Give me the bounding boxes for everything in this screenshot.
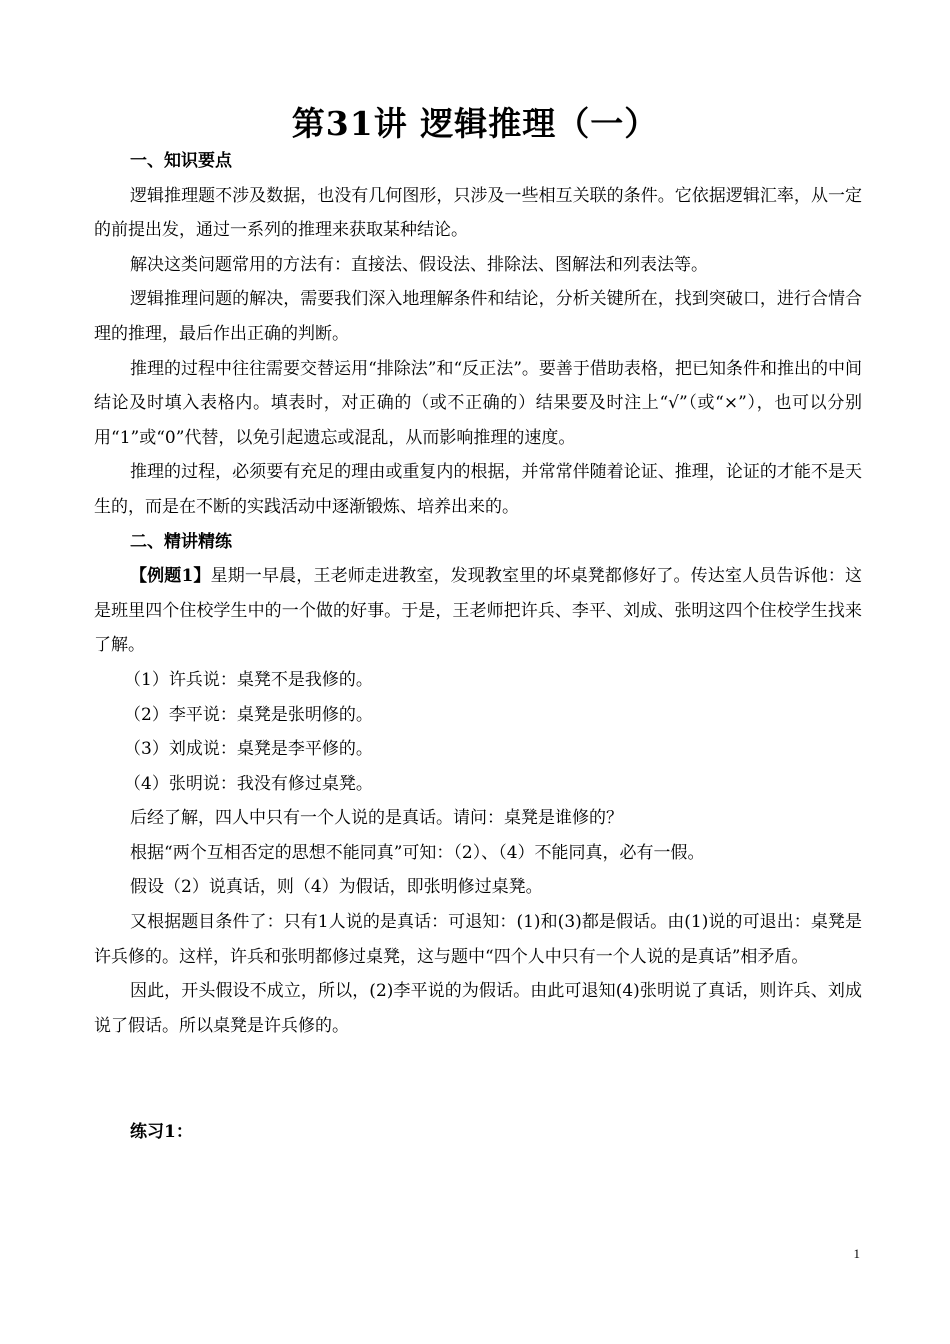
example-paragraph	[94, 559, 862, 663]
statement-item: （1）许兵说：桌凳不是我修的。	[124, 669, 373, 690]
page-number: 1	[853, 1246, 860, 1261]
example-label: 【例题1】	[130, 566, 211, 587]
statement-item: （3）刘成说：桌凳是李平修的。	[124, 739, 373, 760]
solution-paragraph: 根据“两个互相否定的思想不能同真”可知：（2）、（4）不能同真，必有一假。	[130, 842, 705, 863]
example-text: 星期一早晨，王老师走进教室，发现教室里的坏桌凳都修好了。传达室人员告诉他：这是班里四个住校学生中的一个做的好事。于是，王老师把许兵、李平、刘成、张明这四个住校学生找来了解。	[94, 566, 862, 656]
statement-item: （4）张明说：我没有修过桌凳。	[124, 773, 373, 794]
paragraph: 逻辑推理问题的解决，需要我们深入地理解条件和结论，分析关键所在，找到突破口，进行合情合理的推理，最后作出正确的判断。	[94, 289, 862, 344]
section-heading-lecture: 二、精讲精练	[130, 531, 232, 552]
paragraph: 推理的过程中往往需要交替运用“排除法”和“反正法”。要善于借助表格，把已知条件和推出的中间结论及时填入表格内。填表时，对正确的（或不正确的）结果要及时注上“√”（或“×”），也可以分别用“1”或“0”代替，以免引起遗忘或混乱，从而影响推理的速度。	[94, 358, 862, 448]
document-body	[94, 144, 862, 1150]
practice-label: 练习1：	[130, 1122, 193, 1143]
section-heading-knowledge: 一、知识要点	[130, 151, 232, 171]
paragraph: 解决这类问题常用的方法有：直接法、假设法、排除法、图解法和列表法等。	[130, 254, 708, 275]
solution-paragraph: 因此，开头假设不成立，所以，(2)李平说的为假话。由此可退知(4)张明说了真话，则许兵、刘成说了假话。所以桌凳是许兵修的。	[94, 981, 862, 1036]
spacer	[94, 1043, 862, 1115]
solution-paragraph: 后经了解，四人中只有一个人说的是真话。请问：桌凳是谁修的？	[130, 808, 623, 829]
page-title: 第31讲 逻辑推理（一）	[291, 104, 659, 143]
paragraph: 逻辑推理题不涉及数据，也没有几何图形，只涉及一些相互关联的条件。它依据逻辑汇率，从一定的前提出发，通过一系列的推理来获取某种结论。	[94, 185, 862, 241]
statement-item: （2）李平说：桌凳是张明修的。	[124, 704, 373, 725]
paragraph: 推理的过程，必须要有充足的理由或重复内的根据，并常常伴随着论证、推理，论证的才能不是天生的，而是在不断的实践活动中逐渐锻炼、培养出来的。	[94, 462, 862, 517]
solution-paragraph: 又根据题目条件了：只有1人说的是真话：可退知：(1)和(3)都是假话。由(1)说的可退出：桌凳是许兵修的。这样，许兵和张明都修过桌凳，这与题中“四个人中只有一个人说的是真话”相矛盾。	[94, 912, 862, 967]
solution-paragraph: 假设（2）说真话，则（4）为假话，即张明修过桌凳。	[130, 877, 543, 898]
